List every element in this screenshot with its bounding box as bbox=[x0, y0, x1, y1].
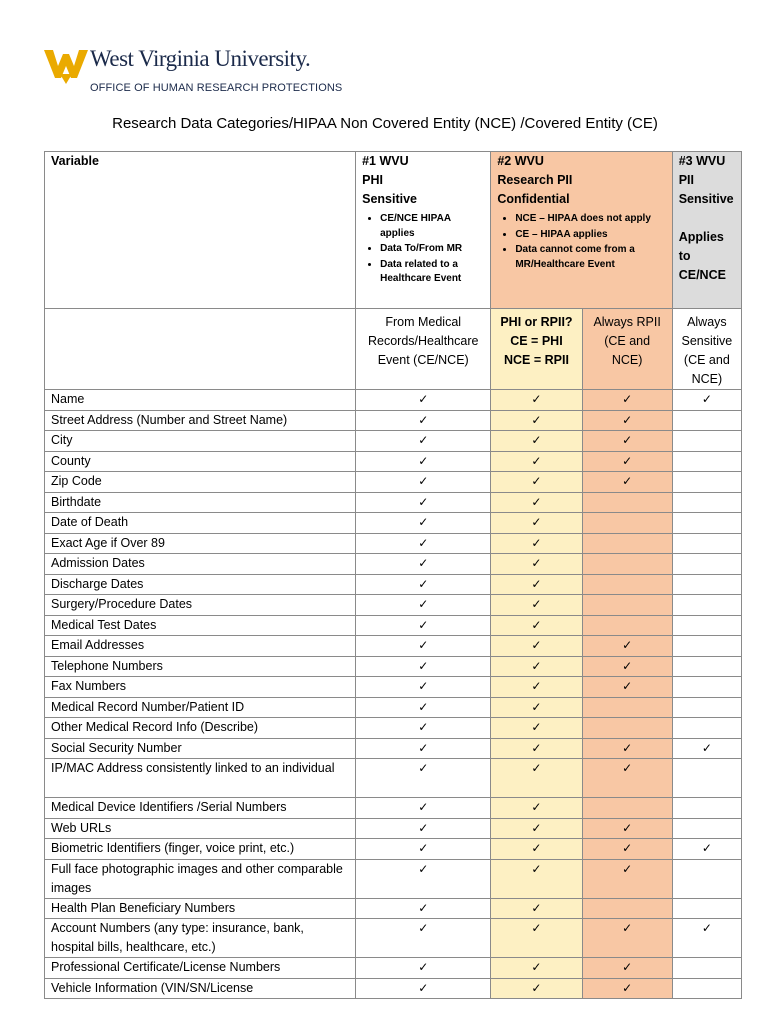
checkmark-icon: ✓ bbox=[531, 597, 542, 611]
checkmark-icon: ✓ bbox=[531, 535, 542, 550]
col1-subheader: From Medical Records/Healthcare Event (CE/NCE) bbox=[356, 309, 491, 390]
checkmark-icon: ✓ bbox=[418, 921, 429, 935]
checkmark-icon: ✓ bbox=[418, 412, 429, 427]
c3-cell bbox=[672, 738, 741, 759]
variable-name: County bbox=[45, 451, 356, 472]
checkmark-icon: ✓ bbox=[531, 638, 542, 652]
table-row bbox=[45, 898, 742, 919]
checkmark-icon: ✓ bbox=[531, 740, 542, 755]
checkmark-icon: ✓ bbox=[531, 841, 542, 855]
c3-cell bbox=[672, 718, 741, 739]
checkmark-icon: ✓ bbox=[531, 960, 542, 974]
table-row bbox=[45, 759, 742, 798]
table-row bbox=[45, 451, 742, 472]
variable-name: Full face photographic images and other comparable images bbox=[45, 859, 356, 898]
col2-header: #2 WVU Research PII Confidential • NCE – HIPAA does not apply • CE – HIPAA applies • Data cannot come from a MR/Healthcare Event bbox=[491, 152, 672, 309]
c3-cell bbox=[672, 677, 741, 698]
c2b-cell bbox=[582, 533, 672, 554]
c3-cell bbox=[672, 978, 741, 999]
checkmark-icon: ✓ bbox=[531, 900, 542, 915]
c1-cell bbox=[356, 839, 491, 860]
checkmark-icon: ✓ bbox=[418, 535, 429, 550]
variable-name: Social Security Number bbox=[45, 738, 356, 759]
checkmark-icon: ✓ bbox=[622, 820, 633, 835]
c2b-cell bbox=[582, 839, 672, 860]
c1-cell bbox=[356, 798, 491, 819]
variable-name: Medical Test Dates bbox=[45, 615, 356, 636]
table-row bbox=[45, 738, 742, 759]
c2b-cell bbox=[582, 410, 672, 431]
checkmark-icon: ✓ bbox=[418, 576, 429, 591]
c2b-cell bbox=[582, 554, 672, 575]
checkmark-icon: ✓ bbox=[622, 841, 633, 855]
checkmark-icon: ✓ bbox=[531, 412, 542, 427]
checkmark-icon: ✓ bbox=[531, 761, 542, 775]
c3-cell bbox=[672, 554, 741, 575]
c2b-cell bbox=[582, 615, 672, 636]
checkmark-icon: ✓ bbox=[531, 433, 542, 447]
table-row bbox=[45, 554, 742, 575]
c3-cell bbox=[672, 656, 741, 677]
c2b-cell bbox=[582, 958, 672, 979]
variable-name: IP/MAC Address consistently linked to an individual bbox=[45, 759, 356, 798]
variable-name: Name bbox=[45, 390, 356, 411]
c2a-cell bbox=[491, 513, 582, 534]
variable-name: Medical Record Number/Patient ID bbox=[45, 697, 356, 718]
c1-cell bbox=[356, 759, 491, 798]
checkmark-icon: ✓ bbox=[531, 980, 542, 995]
checkmark-icon: ✓ bbox=[622, 761, 633, 775]
col2b-subheader: Always RPII (CE and NCE) bbox=[582, 309, 672, 390]
c1-cell bbox=[356, 451, 491, 472]
c3-cell bbox=[672, 390, 741, 411]
c2b-cell bbox=[582, 656, 672, 677]
c2a-cell bbox=[491, 492, 582, 513]
wvu-flying-wv-logo-icon bbox=[44, 44, 88, 84]
checkmark-icon: ✓ bbox=[531, 453, 542, 468]
checkmark-icon: ✓ bbox=[418, 474, 429, 488]
checkmark-icon: ✓ bbox=[531, 617, 542, 632]
logo-office-name: OFFICE OF HUMAN RESEARCH PROTECTIONS bbox=[90, 82, 343, 94]
table-row bbox=[45, 958, 742, 979]
checkmark-icon: ✓ bbox=[531, 861, 542, 876]
c3-cell bbox=[672, 759, 741, 798]
c2a-cell bbox=[491, 798, 582, 819]
table-row bbox=[45, 919, 742, 958]
variable-name: Account Numbers (any type: insurance, bank, hospital bills, healthcare, etc.) bbox=[45, 919, 356, 958]
c3-cell bbox=[672, 958, 741, 979]
table-row bbox=[45, 656, 742, 677]
checkmark-icon: ✓ bbox=[701, 841, 712, 855]
variable-name: Web URLs bbox=[45, 818, 356, 839]
c1-cell bbox=[356, 410, 491, 431]
checkmark-icon: ✓ bbox=[418, 433, 429, 447]
checkmark-icon: ✓ bbox=[418, 556, 429, 570]
table-row bbox=[45, 859, 742, 898]
c1-cell bbox=[356, 898, 491, 919]
table-row bbox=[45, 431, 742, 452]
checkmark-icon: ✓ bbox=[622, 658, 633, 673]
c2a-cell bbox=[491, 595, 582, 616]
c2b-cell bbox=[582, 431, 672, 452]
c3-cell bbox=[672, 472, 741, 493]
c2b-cell bbox=[582, 898, 672, 919]
checkmark-icon: ✓ bbox=[418, 820, 429, 835]
checkmark-icon: ✓ bbox=[622, 474, 633, 488]
c3-cell bbox=[672, 615, 741, 636]
table-row bbox=[45, 472, 742, 493]
table-row bbox=[45, 978, 742, 999]
c2b-cell bbox=[582, 798, 672, 819]
variable-name: Exact Age if Over 89 bbox=[45, 533, 356, 554]
c2a-cell bbox=[491, 919, 582, 958]
checkmark-icon: ✓ bbox=[531, 474, 542, 488]
col3-subheader: Always Sensitive (CE and NCE) bbox=[672, 309, 741, 390]
c1-cell bbox=[356, 533, 491, 554]
checkmark-icon: ✓ bbox=[418, 800, 429, 814]
c2a-cell bbox=[491, 656, 582, 677]
c2a-cell bbox=[491, 472, 582, 493]
table-row bbox=[45, 513, 742, 534]
variable-name: Date of Death bbox=[45, 513, 356, 534]
c3-cell bbox=[672, 410, 741, 431]
c2b-cell bbox=[582, 636, 672, 657]
c1-cell bbox=[356, 958, 491, 979]
c2a-cell bbox=[491, 451, 582, 472]
checkmark-icon: ✓ bbox=[531, 820, 542, 835]
checkmark-icon: ✓ bbox=[622, 453, 633, 468]
checkmark-icon: ✓ bbox=[701, 921, 712, 935]
checkmark-icon: ✓ bbox=[622, 960, 633, 974]
c3-cell bbox=[672, 636, 741, 657]
col1-header: #1 WVU PHI Sensitive • CE/NCE HIPAA applies • Data To/From MR • Data related to a Healthcare Event bbox=[356, 152, 491, 309]
c3-cell bbox=[672, 492, 741, 513]
variable-name: Street Address (Number and Street Name) bbox=[45, 410, 356, 431]
checkmark-icon: ✓ bbox=[622, 980, 633, 995]
c2a-cell bbox=[491, 554, 582, 575]
checkmark-icon: ✓ bbox=[531, 679, 542, 693]
c2a-cell bbox=[491, 533, 582, 554]
c2b-cell bbox=[582, 574, 672, 595]
checkmark-icon: ✓ bbox=[418, 494, 429, 509]
c2a-cell bbox=[491, 759, 582, 798]
wvu-header bbox=[44, 40, 404, 96]
table-row bbox=[45, 636, 742, 657]
checkmark-icon: ✓ bbox=[531, 921, 542, 935]
variable-name: Fax Numbers bbox=[45, 677, 356, 698]
checkmark-icon: ✓ bbox=[418, 597, 429, 611]
checkmark-icon: ✓ bbox=[622, 861, 633, 876]
table-row bbox=[45, 798, 742, 819]
c3-cell bbox=[672, 451, 741, 472]
checkmark-icon: ✓ bbox=[701, 392, 712, 406]
variable-header: Variable bbox=[45, 152, 356, 309]
checkmark-icon: ✓ bbox=[418, 679, 429, 693]
table-row bbox=[45, 595, 742, 616]
table-row bbox=[45, 574, 742, 595]
checkmark-icon: ✓ bbox=[418, 392, 429, 406]
c2a-cell bbox=[491, 677, 582, 698]
table-row bbox=[45, 492, 742, 513]
c3-cell bbox=[672, 798, 741, 819]
c2b-cell bbox=[582, 595, 672, 616]
checkmark-icon: ✓ bbox=[418, 453, 429, 468]
checkmark-icon: ✓ bbox=[531, 800, 542, 814]
col3-header: #3 WVU PII Sensitive Applies to CE/NCE bbox=[672, 152, 741, 309]
c2a-cell bbox=[491, 390, 582, 411]
checkmark-icon: ✓ bbox=[622, 679, 633, 693]
col2-bullets: • NCE – HIPAA does not apply • CE – HIPAA applies • Data cannot come from a MR/Healthcare Event bbox=[497, 212, 665, 272]
c3-cell bbox=[672, 818, 741, 839]
c1-cell bbox=[356, 677, 491, 698]
c1-cell bbox=[356, 978, 491, 999]
c1-cell bbox=[356, 390, 491, 411]
c2a-cell bbox=[491, 859, 582, 898]
table-row bbox=[45, 697, 742, 718]
checkmark-icon: ✓ bbox=[622, 433, 633, 447]
document-title: Research Data Categories/HIPAA Non Covered Entity (NCE) /Covered Entity (CE) bbox=[112, 115, 658, 132]
checkmark-icon: ✓ bbox=[418, 980, 429, 995]
col1-bullets: • CE/NCE HIPAA applies • Data To/From MR • Data related to a Healthcare Event bbox=[362, 212, 484, 287]
logo-university-name: West Virginia University. bbox=[90, 46, 311, 71]
checkmark-icon: ✓ bbox=[418, 515, 429, 529]
c1-cell bbox=[356, 492, 491, 513]
variable-name: Other Medical Record Info (Describe) bbox=[45, 718, 356, 739]
checkmark-icon: ✓ bbox=[418, 761, 429, 775]
checkmark-icon: ✓ bbox=[531, 515, 542, 529]
checkmark-icon: ✓ bbox=[622, 412, 633, 427]
variable-name: Vehicle Information (VIN/SN/License bbox=[45, 978, 356, 999]
checkmark-icon: ✓ bbox=[418, 740, 429, 755]
c1-cell bbox=[356, 859, 491, 898]
c1-cell bbox=[356, 513, 491, 534]
variable-name: Health Plan Beneficiary Numbers bbox=[45, 898, 356, 919]
table-row bbox=[45, 677, 742, 698]
checkmark-icon: ✓ bbox=[622, 392, 633, 406]
c2b-cell bbox=[582, 859, 672, 898]
c3-cell bbox=[672, 839, 741, 860]
c1-cell bbox=[356, 697, 491, 718]
c2b-cell bbox=[582, 677, 672, 698]
col2a-subheader: PHI or RPII? CE = PHI NCE = RPII bbox=[491, 309, 582, 390]
data-categories-table bbox=[44, 151, 742, 999]
checkmark-icon: ✓ bbox=[622, 921, 633, 935]
c3-cell bbox=[672, 513, 741, 534]
c1-cell bbox=[356, 431, 491, 452]
c3-cell bbox=[672, 919, 741, 958]
c1-cell bbox=[356, 738, 491, 759]
c2b-cell bbox=[582, 919, 672, 958]
c2b-cell bbox=[582, 718, 672, 739]
c2a-cell bbox=[491, 978, 582, 999]
c1-cell bbox=[356, 554, 491, 575]
checkmark-icon: ✓ bbox=[531, 392, 542, 406]
c2b-cell bbox=[582, 697, 672, 718]
c1-cell bbox=[356, 656, 491, 677]
variable-name: Email Addresses bbox=[45, 636, 356, 657]
c2b-cell bbox=[582, 472, 672, 493]
subheader-row bbox=[45, 309, 742, 390]
c2b-cell bbox=[582, 492, 672, 513]
checkmark-icon: ✓ bbox=[531, 494, 542, 509]
c3-cell bbox=[672, 431, 741, 452]
checkmark-icon: ✓ bbox=[418, 960, 429, 974]
c2a-cell bbox=[491, 898, 582, 919]
c2b-cell bbox=[582, 451, 672, 472]
c2b-cell bbox=[582, 738, 672, 759]
variable-name: Surgery/Procedure Dates bbox=[45, 595, 356, 616]
variable-name: City bbox=[45, 431, 356, 452]
table-row bbox=[45, 390, 742, 411]
c3-cell bbox=[672, 574, 741, 595]
c2a-cell bbox=[491, 410, 582, 431]
table-row bbox=[45, 410, 742, 431]
checkmark-icon: ✓ bbox=[531, 720, 542, 734]
variable-name: Discharge Dates bbox=[45, 574, 356, 595]
variable-name: Birthdate bbox=[45, 492, 356, 513]
checkmark-icon: ✓ bbox=[531, 556, 542, 570]
variable-name: Medical Device Identifiers /Serial Numbers bbox=[45, 798, 356, 819]
table-row bbox=[45, 615, 742, 636]
c2a-cell bbox=[491, 636, 582, 657]
c1-cell bbox=[356, 818, 491, 839]
c2b-cell bbox=[582, 390, 672, 411]
checkmark-icon: ✓ bbox=[622, 740, 633, 755]
c2a-cell bbox=[491, 697, 582, 718]
c2a-cell bbox=[491, 574, 582, 595]
c3-cell bbox=[672, 898, 741, 919]
c1-cell bbox=[356, 718, 491, 739]
variable-name: Zip Code bbox=[45, 472, 356, 493]
checkmark-icon: ✓ bbox=[418, 841, 429, 855]
c2a-cell bbox=[491, 718, 582, 739]
c2b-cell bbox=[582, 978, 672, 999]
checkmark-icon: ✓ bbox=[701, 740, 712, 755]
c2b-cell bbox=[582, 818, 672, 839]
variable-name: Telephone Numbers bbox=[45, 656, 356, 677]
checkmark-icon: ✓ bbox=[418, 699, 429, 714]
c2a-cell bbox=[491, 431, 582, 452]
checkmark-icon: ✓ bbox=[531, 699, 542, 714]
checkmark-icon: ✓ bbox=[418, 658, 429, 673]
c2a-cell bbox=[491, 615, 582, 636]
c1-cell bbox=[356, 615, 491, 636]
c2a-cell bbox=[491, 958, 582, 979]
c2a-cell bbox=[491, 738, 582, 759]
c1-cell bbox=[356, 472, 491, 493]
c1-cell bbox=[356, 919, 491, 958]
variable-name: Admission Dates bbox=[45, 554, 356, 575]
c2a-cell bbox=[491, 818, 582, 839]
c2b-cell bbox=[582, 513, 672, 534]
table-row bbox=[45, 839, 742, 860]
c1-cell bbox=[356, 574, 491, 595]
checkmark-icon: ✓ bbox=[418, 720, 429, 734]
subheader-empty bbox=[45, 309, 356, 390]
c3-cell bbox=[672, 859, 741, 898]
checkmark-icon: ✓ bbox=[418, 617, 429, 632]
c1-cell bbox=[356, 595, 491, 616]
table-row bbox=[45, 818, 742, 839]
checkmark-icon: ✓ bbox=[531, 658, 542, 673]
checkmark-icon: ✓ bbox=[418, 638, 429, 652]
header-row bbox=[45, 152, 742, 309]
c3-cell bbox=[672, 533, 741, 554]
c3-cell bbox=[672, 595, 741, 616]
checkmark-icon: ✓ bbox=[622, 638, 633, 652]
checkmark-icon: ✓ bbox=[418, 861, 429, 876]
variable-name: Professional Certificate/License Numbers bbox=[45, 958, 356, 979]
checkmark-icon: ✓ bbox=[531, 576, 542, 591]
variable-name: Biometric Identifiers (finger, voice print, etc.) bbox=[45, 839, 356, 860]
c1-cell bbox=[356, 636, 491, 657]
c2a-cell bbox=[491, 839, 582, 860]
c3-cell bbox=[672, 697, 741, 718]
checkmark-icon: ✓ bbox=[418, 900, 429, 915]
c2b-cell bbox=[582, 759, 672, 798]
table-row bbox=[45, 533, 742, 554]
table-row bbox=[45, 718, 742, 739]
